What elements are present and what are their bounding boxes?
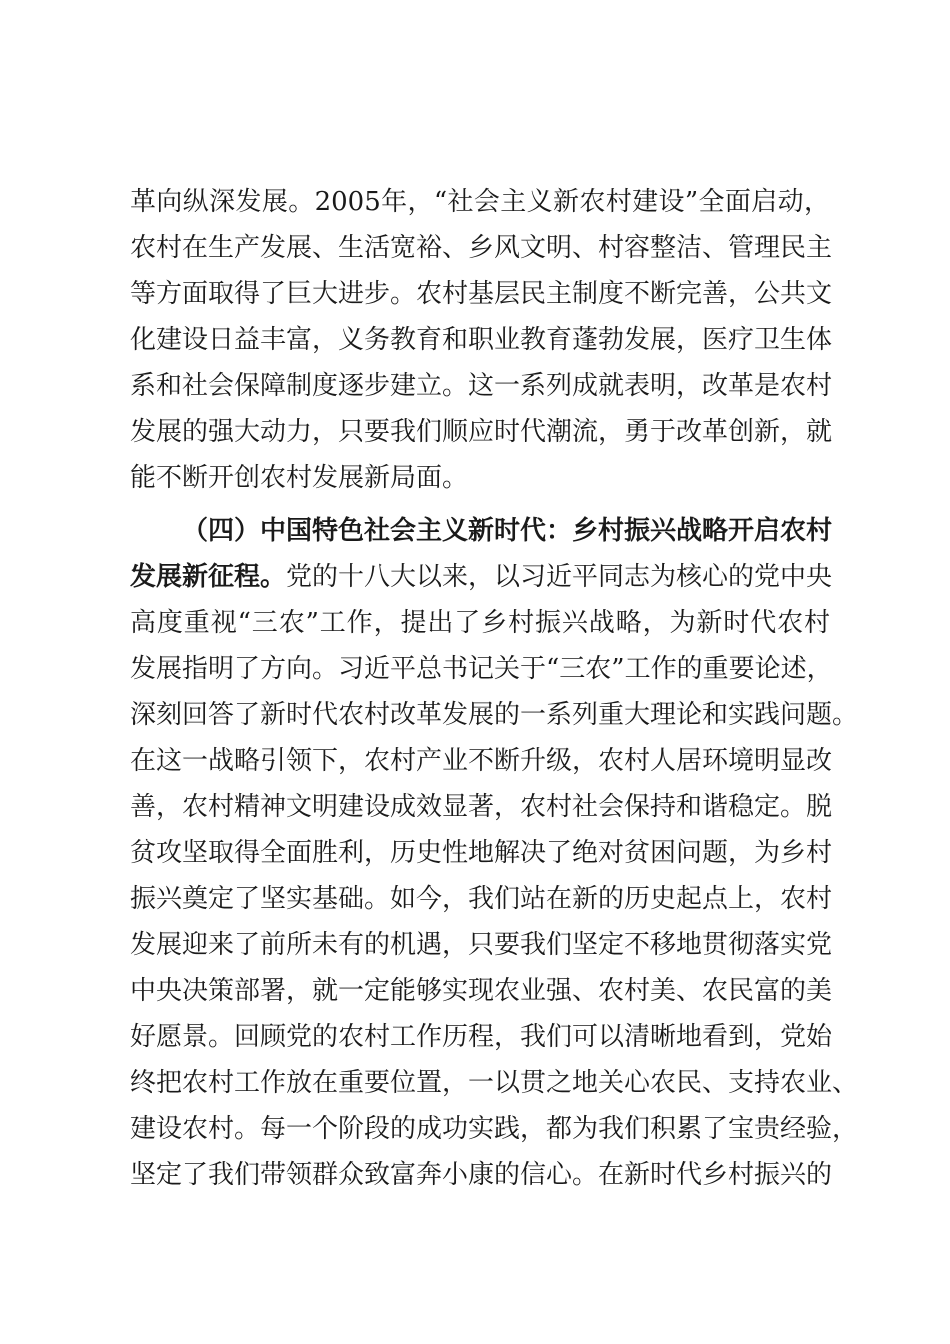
paragraph-line: 建设农村。每一个阶段的成功实践，都为我们积累了宝贵经验， [130, 1114, 859, 1144]
paragraph-line: 化建设日益丰富，义务教育和职业教育蓬勃发展，医疗卫生体 [130, 325, 833, 355]
paragraph-line: 坚定了我们带领群众致富奔小康的信心。在新时代乡村振兴的 [130, 1160, 833, 1190]
paragraph-line: 能不断开创农村发展新局面。 [130, 463, 469, 493]
paragraph-line: 振兴奠定了坚实基础。如今，我们站在新的历史起点上，农村 [130, 884, 833, 914]
paragraph-line: 发展的强大动力，只要我们顺应时代潮流，勇于改革创新，就 [130, 417, 833, 447]
paragraph-line: 善，农村精神文明建设成效显著，农村社会保持和谐稳定。脱 [130, 792, 833, 822]
paragraph-line: 深刻回答了新时代农村改革发展的一系列重大理论和实践问题。 [130, 700, 859, 730]
paragraph-line [130, 557, 833, 597]
paragraph-text: 党的十八大以来，以习近平同志为核心的党中央 [286, 562, 833, 592]
paragraph-line: 高度重视“三农”工作，提出了乡村振兴战略，为新时代农村 [130, 608, 830, 638]
paragraph-line: 在这一战略引领下，农村产业不断升级，农村人居环境明显改 [130, 746, 833, 776]
paragraph-line: 农村在生产发展、生活宽裕、乡风文明、村容整洁、管理民主 [130, 233, 833, 263]
section-heading-end: 发展新征程。 [130, 562, 287, 592]
paragraph-line: 贫攻坚取得全面胜利，历史性地解决了绝对贫困问题，为乡村 [130, 838, 833, 868]
paragraph-line: 系和社会保障制度逐步建立。这一系列成就表明，改革是农村 [130, 371, 833, 401]
paragraph-line: 发展迎来了前所未有的机遇，只要我们坚定不移地贯彻落实党 [130, 930, 833, 960]
paragraph-line: 等方面取得了巨大进步。农村基层民主制度不断完善，公共文 [130, 279, 833, 309]
paragraph-line: 中央决策部署，就一定能够实现农业强、农村美、农民富的美 [130, 976, 833, 1006]
paragraph-line: 好愿景。回顾党的农村工作历程，我们可以清晰地看到，党始 [130, 1022, 833, 1052]
paragraph-line: 终把农村工作放在重要位置，一以贯之地关心农民、支持农业、 [130, 1068, 859, 1098]
section-heading: （四）中国特色社会主义新时代：乡村振兴战略开启农村 [182, 516, 833, 546]
paragraph-line: 革向纵深发展。2005年，“社会主义新农村建设”全面启动， [130, 187, 830, 217]
paragraph-line: 发展指明了方向。习近平总书记关于“三农”工作的重要论述， [130, 654, 833, 684]
